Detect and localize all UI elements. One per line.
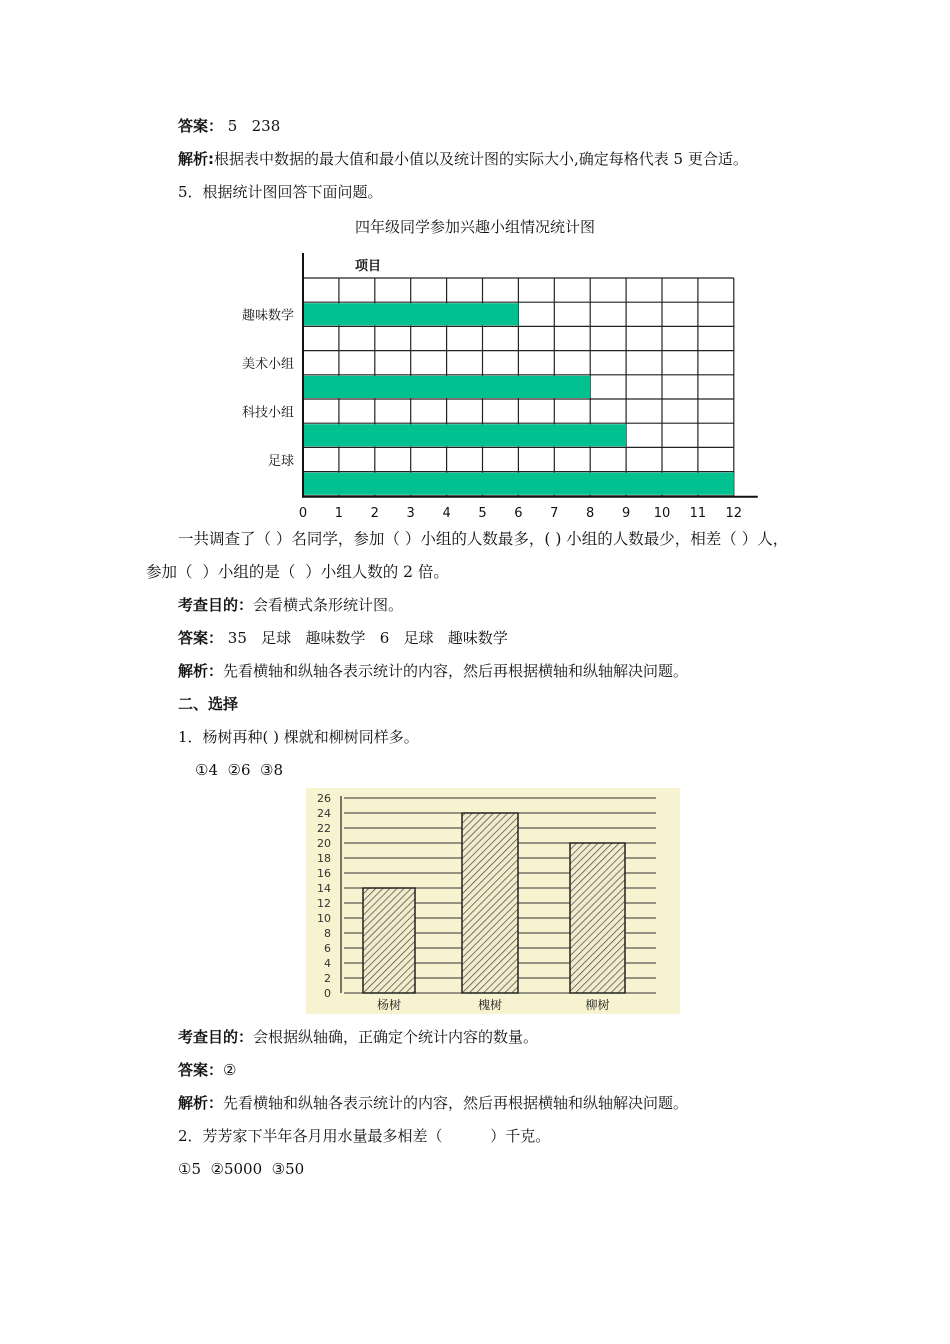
- category-label: 美术小组: [241, 357, 294, 373]
- choice-question-2: 2．芳芳家下半年各月用水量最多相差（ ）千克。: [178, 1127, 551, 1145]
- tick-label: 14: [317, 882, 331, 895]
- explanation-text: 根据表中数据的最大值和最小值以及统计图的实际大小,确定每格代表 5 更合适。: [214, 150, 748, 168]
- explanation-label: 解析：: [178, 1094, 224, 1112]
- tick-label: 4: [442, 505, 451, 521]
- chart1-title: 四年级同学参加兴趣小组情况统计图: [354, 218, 595, 236]
- tick-label: 18: [317, 852, 331, 865]
- tick-label: 8: [586, 505, 595, 521]
- category-label: 槐树: [477, 998, 503, 1012]
- tick-label: 4: [324, 957, 331, 970]
- tick-label: 16: [317, 867, 331, 880]
- tick-label: 7: [550, 505, 559, 521]
- tick-label: 22: [317, 822, 331, 835]
- bar: [570, 843, 625, 993]
- answer-label: 答案：: [178, 1061, 224, 1079]
- bar: [304, 303, 518, 325]
- tick-label: 20: [317, 837, 331, 850]
- explanation-label: 解析:: [178, 150, 214, 168]
- bar: [462, 813, 518, 993]
- choice-question-1: 1．杨树再种( ) 棵就和柳树同样多。: [178, 728, 419, 746]
- answer-line-2: [178, 628, 508, 648]
- bar: [363, 888, 415, 993]
- tick-label: 24: [317, 807, 331, 820]
- aim-text: 会看横式条形统计图。: [253, 596, 404, 614]
- answer-text: 35 足球 趣味数学 6 足球 趣味数学: [223, 629, 508, 647]
- choice-options-2: ①5 ②5000 ③50: [178, 1160, 305, 1178]
- aim-line-2: [178, 1027, 538, 1047]
- tick-label: 0: [324, 987, 331, 1000]
- tick-label: 12: [725, 505, 743, 521]
- tick-label: 26: [317, 792, 331, 805]
- aim-text: 会根据纵轴确，正确定个统计内容的数量。: [253, 1028, 539, 1046]
- tick-label: 10: [317, 912, 331, 925]
- aim-label: 考查目的：: [178, 596, 254, 614]
- category-label: 杨树: [376, 998, 402, 1012]
- tick-label: 8: [324, 927, 331, 940]
- choice-options-1: ①4 ②6 ③8: [195, 761, 284, 779]
- tick-label: 2: [324, 972, 331, 985]
- explanation-line-3: [178, 1093, 688, 1113]
- tick-label: 3: [406, 505, 415, 521]
- tick-label: 0: [298, 505, 308, 521]
- explanation-text: 先看横轴和纵轴各表示统计的内容，然后再根据横轴和纵轴解决问题。: [223, 1094, 689, 1112]
- category-label: 柳树: [585, 998, 610, 1012]
- horizontal-bar-chart: [0, 245, 950, 525]
- question-5-line-1: 一共调查了（ ）名同学，参加（ ）小组的人数最多，( ) 小组的人数最少，相差（ ）人，: [178, 530, 789, 548]
- category-label: 足球: [267, 453, 294, 469]
- aim-label: 考查目的：: [178, 1028, 254, 1046]
- tick-label: 10: [653, 505, 671, 521]
- tick-label: 1: [334, 505, 344, 521]
- bar: [304, 424, 626, 446]
- tick-label: 9: [621, 505, 631, 521]
- answer-label: 答案：: [178, 117, 224, 135]
- tick-label: 12: [317, 897, 331, 910]
- bar: [304, 376, 590, 398]
- explanation-line-1: [178, 149, 748, 169]
- category-label: 趣味数学: [241, 308, 294, 324]
- explanation-text: 先看横轴和纵轴各表示统计的内容，然后再根据横轴和纵轴解决问题。: [223, 662, 689, 680]
- explanation-label: 解析：: [178, 662, 224, 680]
- bar: [304, 473, 734, 495]
- aim-line-1: [178, 595, 403, 615]
- explanation-line-2: [178, 661, 688, 681]
- answer-label: 答案：: [178, 629, 224, 647]
- question-5: 5．根据统计图回答下面问题。: [178, 183, 383, 201]
- category-label: 科技小组: [241, 405, 294, 421]
- tick-label: 11: [689, 505, 707, 521]
- section-heading: 二、选择: [178, 695, 239, 713]
- tick-label: 5: [478, 505, 487, 521]
- answer-line-3: [178, 1060, 236, 1080]
- tick-label: 6: [324, 942, 331, 955]
- y-axis-label: 项目: [355, 259, 382, 274]
- question-5-line-2: 参加（ ）小组的是（ ）小组人数的 2 倍。: [146, 563, 449, 581]
- answer-line-1: [178, 116, 280, 136]
- tick-label: 2: [370, 505, 379, 521]
- tick-label: 6: [514, 505, 523, 521]
- answer-text: ②: [223, 1061, 237, 1079]
- vertical-bar-chart: [306, 788, 680, 1014]
- answer-text: 5 238: [223, 117, 281, 135]
